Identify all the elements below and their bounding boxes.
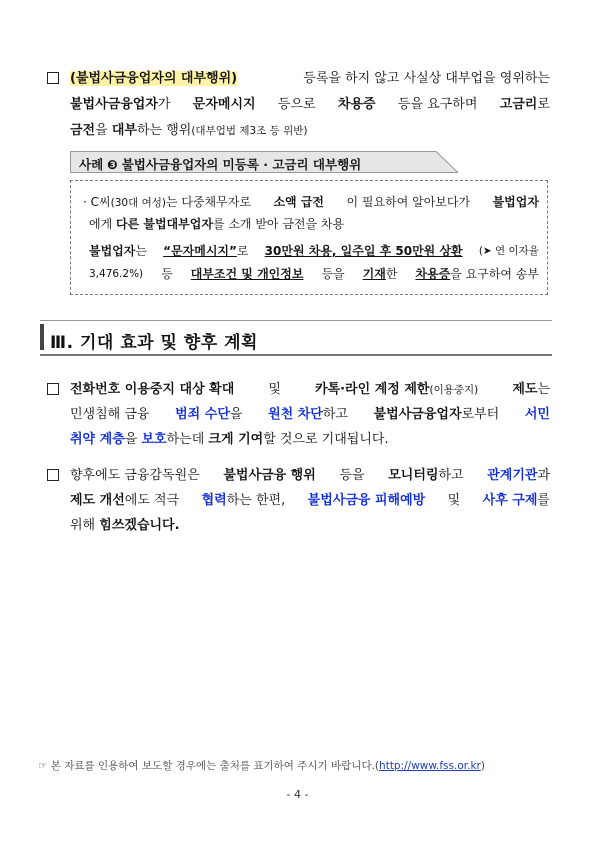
case-header (70, 151, 432, 173)
para2-line1: 향후에도 금융감독원은 불법사금융 행위 등을 모니터링하고 관계기관과 (70, 468, 550, 483)
section-title: Ⅲ. 기대 효과 및 향후 계획 (50, 333, 258, 353)
section-top-rule (40, 320, 552, 321)
page-number: - 4 - (286, 788, 309, 801)
case-header-arrow (430, 151, 460, 173)
para2-line3: 위해 힘쓰겠습니다. (70, 518, 180, 533)
case-number: ❸ (107, 157, 118, 172)
block1-line1: (불법사금융업자의 대부행위) 등록을 하지 않고 사실상 대부업을 영위하는 (70, 71, 550, 86)
case-line2: 에게 다른 불법대부업자를 소개 받아 금전을 차용 (89, 217, 345, 231)
para1-line2: 민생침해 금융 범죄 수단을 원천 차단하고 불법사금융업자로부터 서민 (70, 407, 550, 422)
para2-line2: 제도 개선에도 적극 협력하는 한편, 불법사금융 피해예방 및 사후 구제를 (70, 493, 550, 508)
checkbox-bullet (47, 383, 59, 395)
section-bottom-rule (40, 354, 552, 356)
para1-line3: 취약 계층을 보호하는데 크게 기여할 것으로 기대됩니다. (70, 432, 389, 447)
case-title: 불법사금융업자의 미등록 · 고금리 대부행위 (121, 157, 362, 172)
checkbox-bullet (47, 469, 59, 481)
block1-title: (불법사금융업자의 대부행위) (70, 71, 238, 86)
checkbox-bullet (47, 72, 59, 84)
case-label: 사례 (79, 157, 104, 172)
footer-note: ☞ 본 자료를 인용하여 보도할 경우에는 출처를 표기하여 주시기 바랍니다.(http://www.fss.or.kr) (38, 760, 485, 772)
para1-line1: 전화번호 이용중지 대상 확대 및 카톡·라인 계정 제한(이용중지) 제도는 (70, 382, 550, 397)
section-side-bar (40, 324, 44, 350)
case-line3: 불법업자는 “문자메시지”로 30만원 차용, 일주일 후 50만원 상환 (➤ 연 이자율 (89, 244, 539, 258)
footer-link[interactable]: http://www.fss.or.kr (379, 760, 481, 772)
block1-line3: 금전을 대부하는 행위(대부업법 제3조 등 위반) (70, 123, 308, 138)
case-box (70, 180, 548, 295)
case-line1: · C씨(30대 여성)는 다중채무자로 소액 급전 이 필요하여 알아보다가 불법업자 (83, 195, 539, 209)
block1-line2: 불법사금융업자가 문자메시지 등으로 차용증 등을 요구하며 고금리로 (70, 97, 550, 112)
case-line4: 3,476.2%) 등 대부조건 및 개인정보 등을 기재한 차용증을 요구하여 송부 (89, 267, 539, 281)
